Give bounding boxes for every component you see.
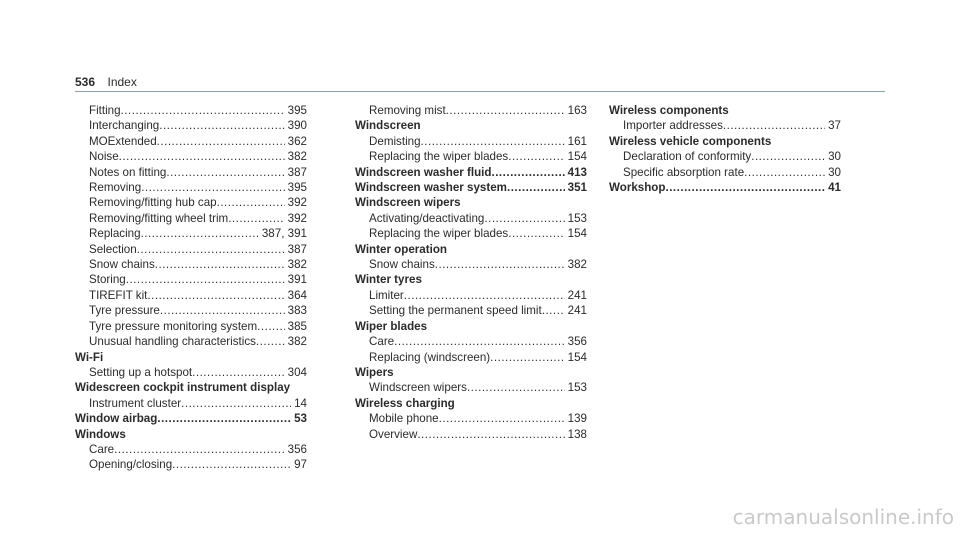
index-subentry [75, 334, 307, 349]
dot-leader [126, 272, 285, 287]
dot-leader [723, 118, 825, 133]
entry-text: Windscreen wipers [369, 381, 467, 395]
dot-leader [121, 103, 285, 118]
index-subentry [355, 303, 587, 318]
page-reference: 362 [287, 134, 307, 148]
entry-text: TIREFIT kit [89, 288, 148, 302]
page-reference: 37 [828, 119, 841, 133]
page-header [75, 73, 885, 91]
watermark: carmanualsonline.info [732, 505, 954, 529]
page-reference: 30 [828, 165, 841, 179]
entry-text: Care [369, 335, 395, 349]
page-reference: 387 [287, 242, 307, 256]
dot-leader [467, 380, 565, 395]
page-reference: 241 [567, 304, 587, 318]
entry-text: Interchanging [89, 119, 160, 133]
entry-text: Wipers [355, 365, 394, 379]
index-subentry [75, 211, 307, 226]
dot-leader [172, 457, 291, 472]
index-subentry [75, 226, 307, 241]
page-reference: 382 [287, 150, 307, 164]
page-reference: 30 [828, 150, 841, 164]
dot-leader [417, 427, 564, 442]
index-subentry [355, 380, 587, 395]
dot-leader [751, 149, 825, 164]
index-heading [355, 118, 587, 133]
dot-leader [491, 165, 564, 180]
entry-text: Removing/fitting hub cap [89, 196, 217, 210]
entry-text: Tyre pressure [89, 304, 160, 318]
index-heading [355, 396, 587, 411]
index-heading [75, 427, 307, 442]
index-heading [355, 195, 587, 210]
index-subentry [355, 149, 587, 164]
entry-text: Windscreen wipers [355, 196, 461, 210]
dot-leader [192, 365, 285, 380]
index-column-2 [355, 103, 587, 442]
entry-text: Windscreen washer fluid [355, 165, 492, 179]
entry-text: Selection [89, 242, 137, 256]
dot-leader [157, 134, 285, 149]
index-subentry [355, 411, 587, 426]
entry-text: Winter operation [355, 242, 448, 256]
page-reference: 154 [567, 150, 587, 164]
dot-leader [446, 103, 565, 118]
index-subentry [609, 118, 841, 133]
index-subentry [75, 288, 307, 303]
dot-leader [159, 118, 284, 133]
entry-text: Importer addresses [623, 119, 723, 133]
entry-text: Noise [89, 150, 119, 164]
dot-leader [435, 257, 565, 272]
entry-text: Workshop [609, 181, 666, 195]
page-reference: 304 [287, 365, 307, 379]
page-reference: 356 [567, 335, 587, 349]
entry-text: Unusual handling characteristics [89, 335, 256, 349]
dot-leader [394, 334, 565, 349]
page-reference: 383 [287, 304, 307, 318]
index-heading [609, 180, 841, 195]
index-subentry [355, 288, 587, 303]
dot-leader [257, 319, 284, 334]
index-subentry [355, 427, 587, 442]
entry-text: Activating/deactivating [369, 211, 485, 225]
dot-leader [404, 288, 565, 303]
index-heading [75, 380, 307, 395]
entry-text: Snow chains [369, 258, 435, 272]
index-heading [355, 272, 587, 287]
entry-text: Setting up a hotspot [89, 365, 193, 379]
entry-text: Wireless vehicle components [609, 134, 772, 148]
index-subentry [75, 180, 307, 195]
dot-leader [490, 350, 565, 365]
index-subentry [75, 195, 307, 210]
page-reference: 413 [567, 165, 587, 179]
entry-text: Mobile phone [369, 412, 439, 426]
page-reference: 154 [567, 350, 587, 364]
entry-text: Wireless charging [355, 396, 455, 410]
dot-leader [744, 165, 825, 180]
index-subentry [355, 211, 587, 226]
index-subentry [609, 165, 841, 180]
entry-text: Specific absorption rate [623, 165, 745, 179]
entry-text: Declaration of conformity [623, 150, 752, 164]
page-reference: 241 [567, 288, 587, 302]
entry-text: Setting the permanent speed limit [369, 304, 542, 318]
index-subentry [75, 242, 307, 257]
index-subentry [75, 257, 307, 272]
page-reference: 392 [287, 211, 307, 225]
index-subentry [609, 149, 841, 164]
page-number: 536 [75, 75, 96, 89]
dot-leader [166, 165, 284, 180]
page-reference: 391 [287, 273, 307, 287]
index-heading [609, 134, 841, 149]
page-reference: 392 [287, 196, 307, 210]
dot-leader [160, 303, 285, 318]
page-reference: 139 [567, 412, 587, 426]
dot-leader [421, 134, 565, 149]
page-title: Index [107, 75, 137, 89]
index-subentry [75, 319, 307, 334]
entry-text: Replacing (windscreen) [369, 350, 491, 364]
index-subentry [355, 350, 587, 365]
index-heading [609, 103, 841, 118]
index-subentry [75, 149, 307, 164]
page-reference: 154 [567, 227, 587, 241]
index-heading [75, 350, 307, 365]
index-column-1 [75, 103, 307, 473]
entry-text: Limiter [369, 288, 404, 302]
page-reference: 153 [567, 381, 587, 395]
entry-text: Overview [369, 427, 418, 441]
page-reference: 163 [567, 104, 587, 117]
entry-text: Widescreen cockpit instrument display [75, 381, 291, 395]
index-subentry [355, 257, 587, 272]
index-subentry [355, 226, 587, 241]
dot-leader [147, 288, 284, 303]
index-subentry [75, 365, 307, 380]
entry-text: Wi-Fi [75, 350, 104, 364]
entry-text: Removing mist [369, 104, 446, 117]
entry-text: Window airbag [75, 412, 158, 426]
dot-leader [507, 180, 565, 195]
entry-text: Instrument cluster [89, 396, 182, 410]
page-reference: 385 [287, 319, 307, 333]
page-reference: 161 [567, 134, 587, 148]
index-heading [355, 180, 587, 195]
page-reference: 41 [828, 181, 841, 195]
dot-leader [114, 442, 285, 457]
entry-text: Replacing the wiper blades [369, 227, 509, 241]
index-subentry [75, 272, 307, 287]
dot-leader [141, 226, 259, 241]
page-reference: 138 [567, 427, 587, 441]
entry-text: Windscreen [355, 119, 421, 133]
entry-text: Removing/fitting wheel trim [89, 211, 229, 225]
entry-text: Opening/closing [89, 458, 173, 472]
dot-leader [119, 149, 285, 164]
entry-text: Notes on fitting [89, 165, 167, 179]
entry-text: Wiper blades [355, 319, 428, 333]
index-subentry [75, 303, 307, 318]
page-reference: 382 [287, 258, 307, 272]
index-subentry [75, 396, 307, 411]
dot-leader [217, 195, 285, 210]
index-subentry [75, 103, 307, 118]
index-subentry [75, 118, 307, 133]
entry-text: Tyre pressure monitoring system [89, 319, 258, 333]
entry-text: MOExtended [89, 134, 157, 148]
dot-leader [439, 411, 565, 426]
page-reference: 14 [294, 396, 307, 410]
page-reference: 387, 391 [261, 227, 307, 241]
dot-leader [542, 303, 565, 318]
dot-leader [508, 226, 564, 241]
header-divider [75, 91, 885, 92]
dot-leader [155, 257, 285, 272]
entry-text: Storing [89, 273, 126, 287]
index-subentry [355, 334, 587, 349]
entry-text: Replacing [89, 227, 141, 241]
index-subentry [355, 103, 587, 118]
dot-leader [181, 396, 291, 411]
page-reference: 387 [287, 165, 307, 179]
index-heading [75, 411, 307, 426]
entry-text: Windscreen washer system [355, 181, 507, 195]
page-reference: 351 [567, 181, 587, 195]
page-reference: 97 [294, 458, 307, 472]
entry-text: Winter tyres [355, 273, 422, 287]
page-reference: 364 [287, 288, 307, 302]
dot-leader [484, 211, 564, 226]
index-heading [355, 319, 587, 334]
page-reference: 153 [567, 211, 587, 225]
index-heading [355, 365, 587, 380]
dot-leader [141, 180, 284, 195]
entry-text: Removing [89, 181, 142, 195]
index-subentry [355, 134, 587, 149]
index-column-3 [609, 103, 841, 195]
dot-leader [508, 149, 564, 164]
entry-text: Care [89, 442, 115, 456]
dot-leader [228, 211, 284, 226]
index-subentry [75, 457, 307, 472]
page-reference: 390 [287, 119, 307, 133]
page-reference: 53 [294, 412, 307, 426]
entry-text: Windows [75, 427, 126, 441]
page-reference: 382 [287, 335, 307, 349]
index-subentry [75, 134, 307, 149]
page-reference: 395 [287, 104, 307, 117]
page-reference: 395 [287, 181, 307, 195]
page-reference: 356 [287, 442, 307, 456]
entry-text: Snow chains [89, 258, 155, 272]
entry-text: Wireless components [609, 104, 729, 117]
dot-leader [665, 180, 825, 195]
dot-leader [256, 334, 285, 349]
index-heading [355, 165, 587, 180]
page-reference: 382 [567, 258, 587, 272]
entry-text: Demisting [369, 134, 421, 148]
index-heading [355, 242, 587, 257]
entry-text: Replacing the wiper blades [369, 150, 509, 164]
dot-leader [157, 411, 291, 426]
dot-leader [137, 242, 285, 257]
index-subentry [75, 165, 307, 180]
index-subentry [75, 442, 307, 457]
entry-text: Fitting [89, 104, 121, 117]
